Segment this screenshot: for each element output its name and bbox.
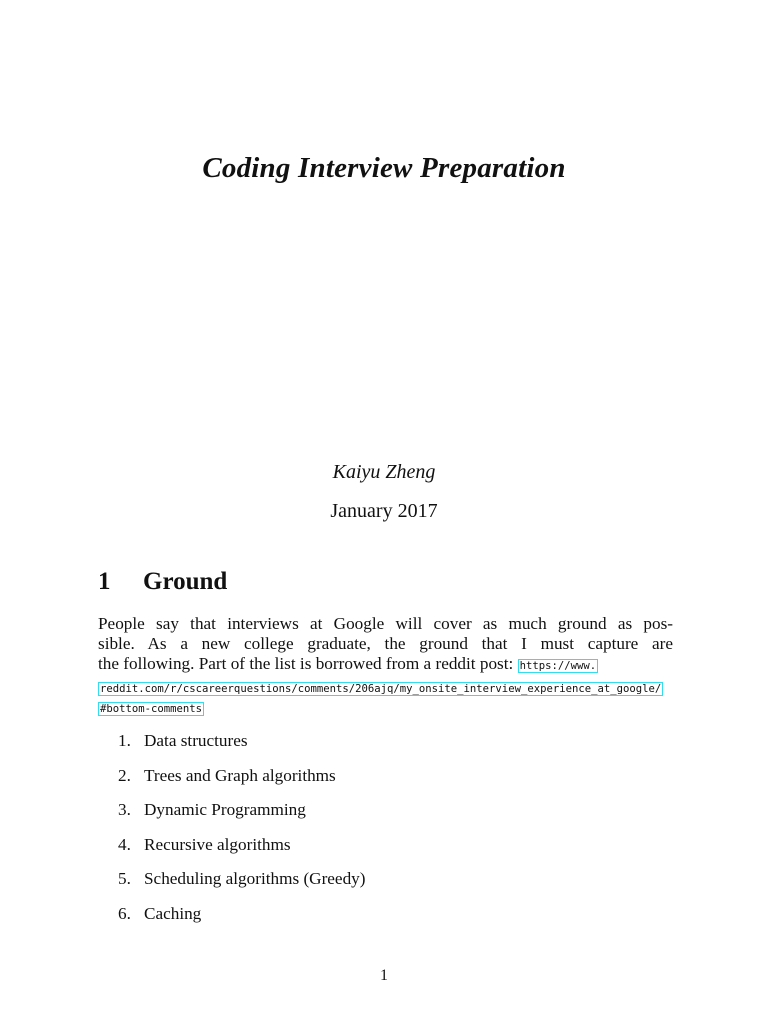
list-item	[118, 765, 365, 800]
paragraph-line: sible. As a new college graduate, the ground that I must capture are	[98, 634, 673, 653]
list-item	[118, 903, 365, 938]
paragraph-line-text: the following. Part of the list is borrowed from a reddit post:	[98, 654, 518, 673]
list-item-label: Dynamic Programming	[144, 800, 306, 819]
list-item-label: Data structures	[144, 731, 248, 750]
list-item-label: Scheduling algorithms (Greedy)	[144, 869, 366, 888]
list-item-label: Caching	[144, 903, 202, 923]
list-item-number: 6.	[118, 903, 131, 923]
page-number: 1	[380, 967, 388, 984]
document-title: Coding Interview Preparation	[202, 152, 566, 184]
reddit-link-part[interactable]: reddit.com/r/cscareerquestions/comments/206ajq/my_onsite_interview_experience_at_google/	[100, 683, 662, 695]
document-date: January 2017	[330, 500, 438, 522]
url-line	[98, 703, 204, 715]
list-item-number: 3.	[118, 800, 131, 819]
list-item	[118, 868, 365, 903]
author-name: Kaiyu Zheng	[332, 461, 436, 483]
list-item-number: 2.	[118, 765, 131, 785]
url-line	[98, 683, 663, 695]
list-item-number: 1.	[118, 731, 131, 750]
list-item-number: 4.	[118, 834, 131, 854]
list-item-label: Trees and Graph algorithms	[144, 765, 336, 785]
section-number: 1	[98, 568, 111, 595]
section-title: Ground	[143, 568, 228, 595]
paragraph-line	[98, 654, 673, 676]
reddit-link-part[interactable]: https://www.	[519, 660, 597, 672]
topic-list	[118, 730, 365, 937]
list-item-number: 5.	[118, 869, 131, 888]
list-item-label: Recursive algorithms	[144, 834, 291, 854]
list-item	[118, 799, 365, 834]
list-item	[118, 834, 365, 869]
reddit-link-part[interactable]: #bottom-comments	[100, 703, 203, 715]
list-item	[118, 730, 365, 765]
section-heading	[98, 568, 227, 596]
paragraph-line: People say that interviews at Google will cover as much ground as pos-	[98, 614, 673, 633]
body-paragraph	[98, 614, 673, 676]
